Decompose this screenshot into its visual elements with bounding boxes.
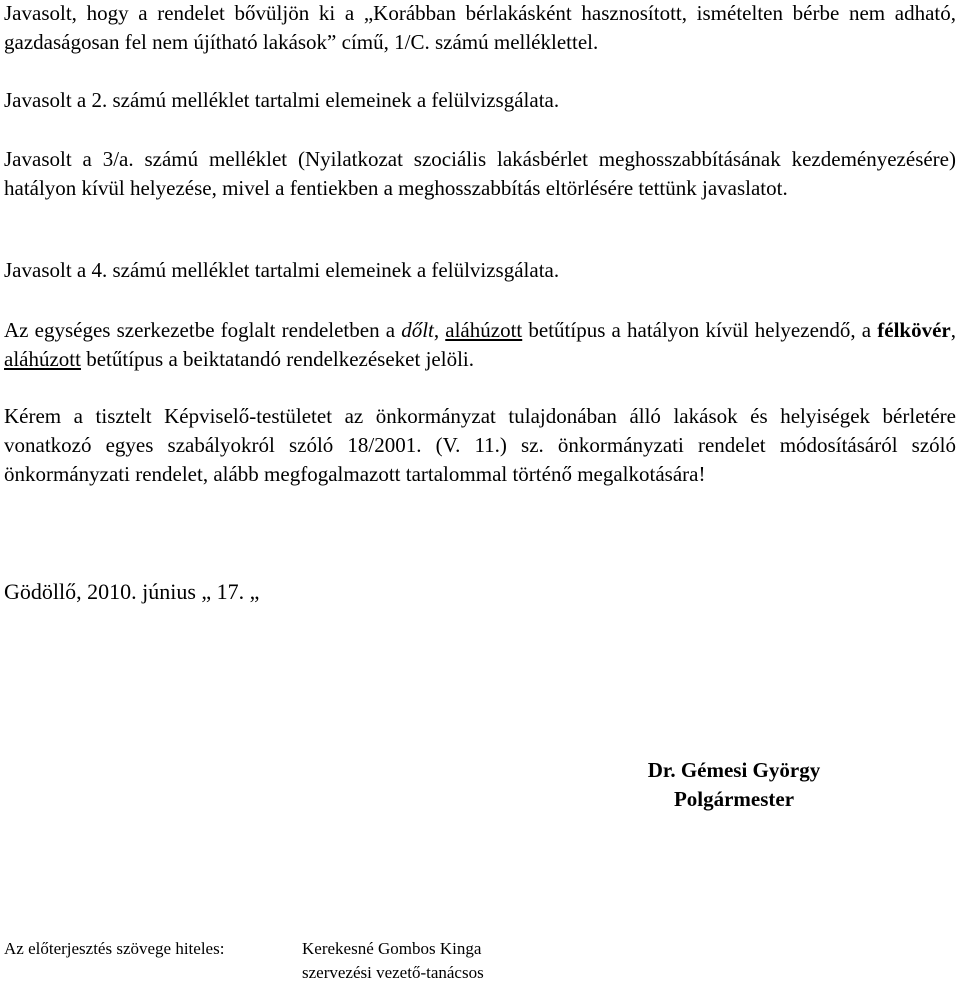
legend-text-2: , bbox=[433, 318, 446, 342]
legend-text-1: Az egységes szerkezetbe foglalt rendeletben a bbox=[4, 318, 402, 342]
legend-bold-word: félkövér bbox=[877, 318, 951, 342]
legend-text-3: betűtípus a hatályon kívül helyezendő, a bbox=[522, 318, 878, 342]
legend-text-5: betűtípus a beiktatandó rendelkezéseket jelöli. bbox=[80, 347, 474, 371]
signatory-name: Dr. Gémesi György bbox=[647, 758, 821, 782]
document-date: Gödöllő, 2010. június „ 17. „ bbox=[4, 579, 260, 604]
signature-block bbox=[604, 756, 864, 814]
paragraph-formatting-legend bbox=[4, 316, 956, 374]
authenticator-role: szervezési vezető-tanácsos bbox=[302, 963, 484, 982]
paragraph-request: Kérem a tisztelt Képviselő-testületet az önkormányzat tulajdonában álló lakások és helyiségek bérletére vonatkozó egyes szabályokról szóló 18/2001. (V. 11.) sz. önkormányzati rendelet módosításáról szóló önkormányzati rendelet, alább megfogalmazott tartalommal történő megalkotására! bbox=[4, 404, 956, 486]
authenticator-name: Kerekesné Gombos Kinga bbox=[302, 939, 482, 958]
paragraph-annex-1c: Javasolt, hogy a rendelet bővüljön ki a „Korábban bérlakásként hasznosított, ismételten bérbe nem adható, gazdaságosan fel nem újítható lakások” című, 1/C. számú melléklettel. bbox=[4, 1, 956, 54]
paragraph-annex-4: Javasolt a 4. számú melléklet tartalmi elemeinek a felülvizsgálata. bbox=[4, 258, 560, 282]
legend-italic-word: dőlt bbox=[401, 318, 434, 342]
signatory-title: Polgármester bbox=[673, 787, 795, 811]
paragraph-annex-3a: Javasolt a 3/a. számú melléklet (Nyilatkozat szociális lakásbérlet meghosszabbításának kezdeményezésére) hatályon kívül helyezése, mivel a fentiekben a meghosszabbítás eltörlésére tettünk javaslatot. bbox=[4, 147, 956, 200]
legend-text-4: , bbox=[950, 318, 956, 342]
legend-underline-word-2: aláhúzott bbox=[4, 347, 81, 371]
authentication-label: Az előterjesztés szövege hiteles: bbox=[4, 939, 225, 958]
paragraph-annex-2: Javasolt a 2. számú melléklet tartalmi elemeinek a felülvizsgálata. bbox=[4, 88, 560, 112]
legend-underline-word-1: aláhúzott bbox=[445, 318, 523, 342]
